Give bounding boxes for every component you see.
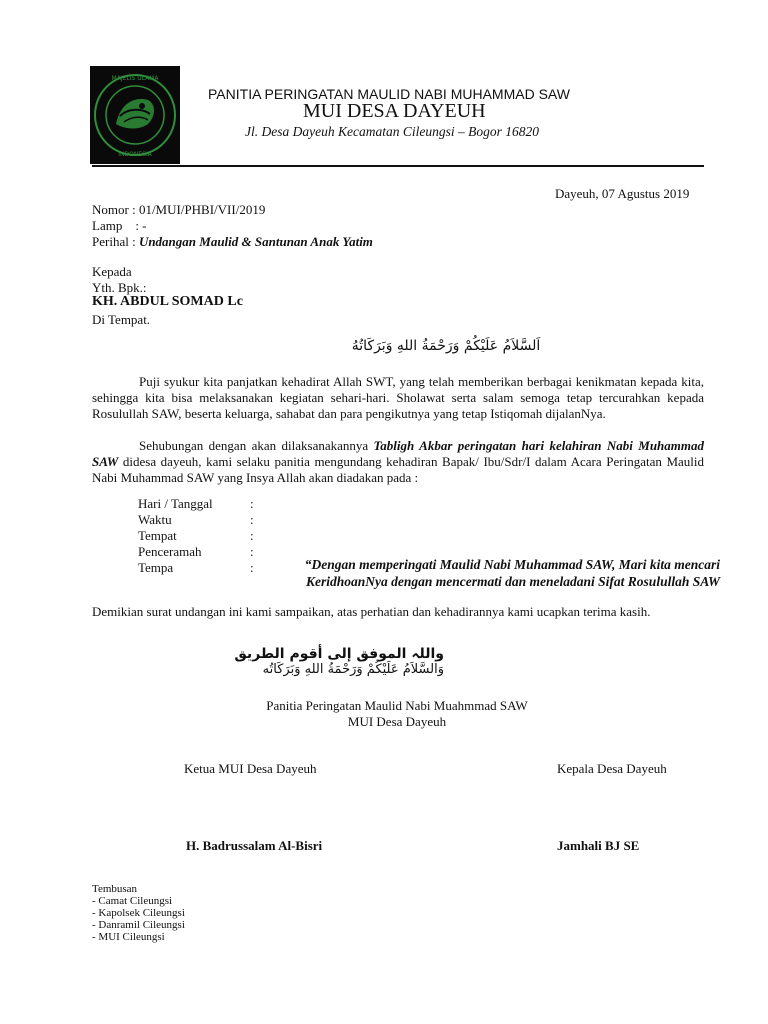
- arabic-salam-closing: وَالسَّلاَمُ عَلَيْكُمْ وَرَحْمَةُ اللهِ وَبَرَكَاتُه: [262, 662, 444, 677]
- svg-text:MAJELIS ULAMA: MAJELIS ULAMA: [111, 75, 159, 82]
- svg-text:INDONESIA: INDONESIA: [118, 151, 152, 158]
- org-line: PANITIA PERINGATAN MAULID NABI MUHAMMAD SAW: [208, 86, 570, 102]
- letterhead-address: Jl. Desa Dayeuh Kecamatan Cileungsi – Bogor 16820: [245, 124, 539, 139]
- closing-paragraph: Demikian surat undangan ini kami sampaikan, atas perhatian dan kehadirannya kami ucapkan terima kasih.: [92, 604, 651, 619]
- quote-line-1: “Dengan memperingati Maulid Nabi Muhammad SAW, Mari kita mencari: [304, 557, 720, 572]
- cc-title: Tembusan: [92, 883, 138, 895]
- mui-logo: [90, 66, 180, 164]
- cc-item: - Danramil Cileungsi: [92, 919, 185, 931]
- cc-item: - Camat Cileungsi: [92, 895, 173, 907]
- signatory-right-name: Jamhali BJ SE: [557, 838, 640, 853]
- letter-number: Nomor : 01/MUI/PHBI/VII/2019: [92, 202, 266, 217]
- quote-line-2: KeridhoanNya dengan mencermati dan meneladani Sifat Rosulullah SAW: [306, 574, 720, 589]
- detail-day-date-label: Hari / Tanggal: [138, 496, 213, 511]
- recipient-place: Di Tempat.: [92, 312, 151, 327]
- committee-name: Panitia Peringatan Maulid Nabi Muahmmad SAW: [266, 698, 528, 713]
- arabic-wallahu: واللہ الموفق إلى أقوم الطريق: [234, 646, 444, 662]
- subject-label: Perihal :: [92, 234, 139, 249]
- cc-item: - Kapolsek Cileungsi: [92, 907, 185, 919]
- detail-separator: :: [250, 560, 254, 575]
- quote: [281, 556, 720, 590]
- letter-subject: [92, 234, 373, 250]
- detail-venue-label: Tempa: [138, 560, 174, 575]
- event-name: Tabligh Akbar peringatan hari kelahiran Nabi Muhammad SAW: [92, 438, 704, 469]
- detail-separator: :: [250, 512, 254, 527]
- detail-separator: :: [250, 528, 254, 543]
- honorific: Yth. Bpk.:: [92, 280, 147, 295]
- cc-item: - MUI Cileungsi: [92, 931, 165, 943]
- letter-date: Dayeuh, 07 Agustus 2019: [555, 186, 690, 201]
- committee-org: MUI Desa Dayeuh: [347, 714, 447, 729]
- detail-speaker-label: Penceramah: [138, 544, 202, 559]
- letter-attachment: Lamp : -: [92, 218, 147, 233]
- mui-emblem-icon: [90, 66, 180, 164]
- arabic-greeting: اَلسَّلاَمُ عَلَيْكُمْ وَرَحْمَةُ اللهِ وَبَرَكَاتُهُ: [351, 338, 541, 354]
- paragraph-invitation: [92, 438, 704, 486]
- signatory-left-title: Ketua MUI Desa Dayeuh: [184, 761, 317, 776]
- detail-separator: :: [250, 544, 254, 559]
- letterhead-title: MUI DESA DAYEUH: [303, 100, 486, 122]
- para2-rest: didesa dayeuh, kami selaku panitia mengundang kehadiran Bapak/ Ibu/Sdr/I dalam Acara Peringatan Maulid Nabi Muhammad SAW yang Insya Allah akan diadakan pada :: [92, 454, 704, 485]
- detail-place-label: Tempat: [138, 528, 177, 543]
- subject-value: Undangan Maulid & Santunan Anak Yatim: [138, 234, 373, 249]
- to-label: Kepada: [92, 264, 132, 279]
- paragraph-opening: Puji syukur kita panjatkan kehadirat Allah SWT, yang telah memberikan berbagai kenikmatan kepada kita, sehingga kita bisa melaksanakan kegiatan sehari-hari. Sholawat serta salam semoga tetap tercurahkan kepada Rosulullah SAW, beserta keluarga, sahabat dan para pengikutnya yang tetap Istiqomah dijalanNya.: [92, 374, 704, 421]
- para2-lead: Sehubungan dengan akan dilaksanakannya: [139, 438, 374, 453]
- signatory-right-title: Kepala Desa Dayeuh: [557, 761, 667, 776]
- detail-time-label: Waktu: [138, 512, 172, 527]
- signatory-left-name: H. Badrussalam Al-Bisri: [186, 838, 323, 853]
- letterhead-divider: [92, 165, 704, 167]
- recipient-name: KH. ABDUL SOMAD Lc: [92, 294, 243, 309]
- detail-separator: :: [250, 496, 254, 511]
